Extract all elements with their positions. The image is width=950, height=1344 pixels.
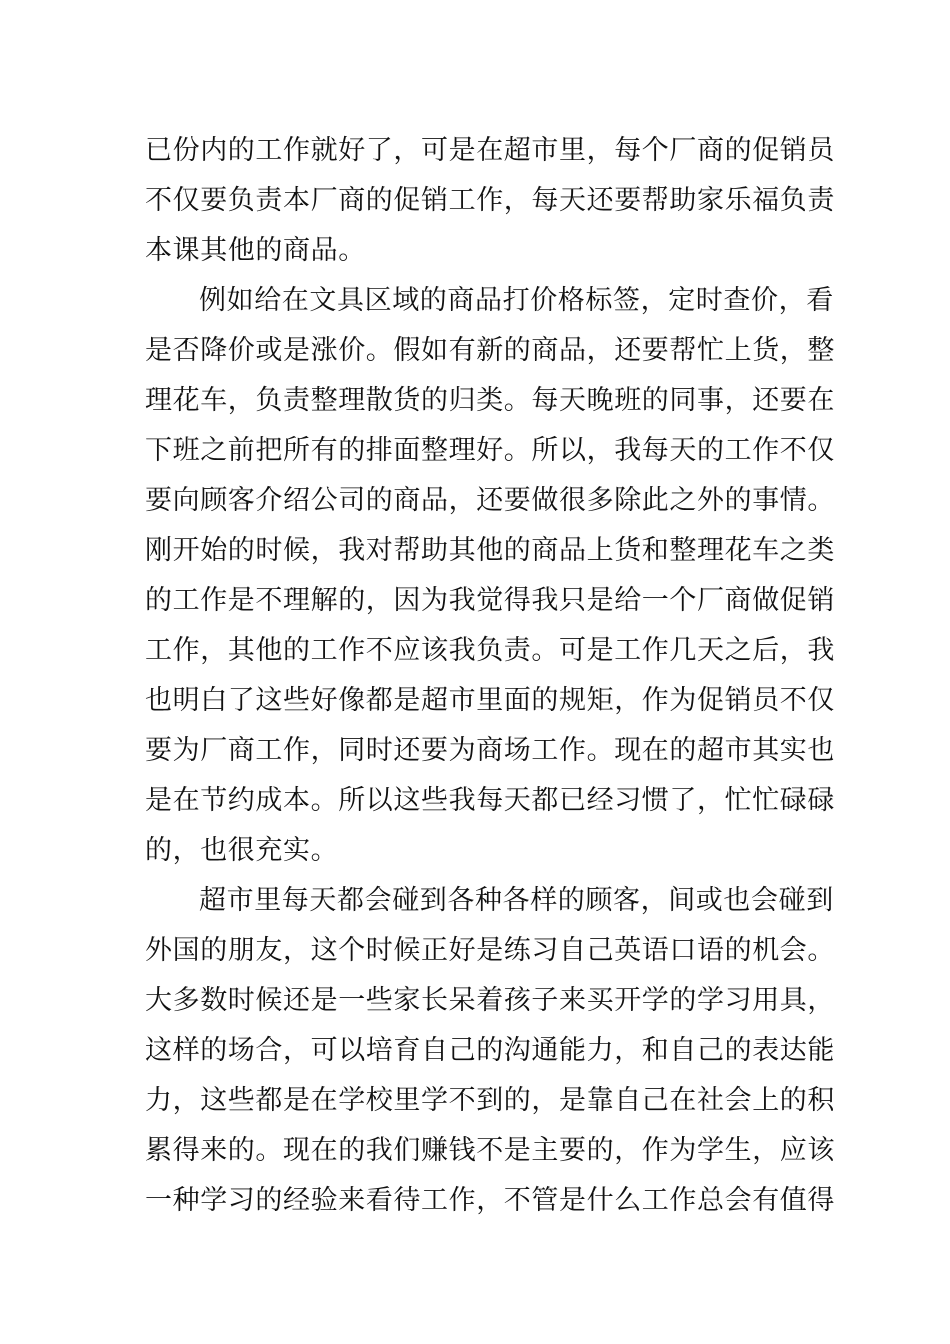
text-line: 已份内的工作就好了，可是在超市里，每个厂商的促销员 (145, 135, 835, 166)
text-line: 外国的朋友，这个时候正好是练习自己英语口语的机会。 (145, 935, 835, 966)
text-line: 本课其他的商品。 (145, 235, 366, 266)
text-line: 刚开始的时候，我对帮助其他的商品上货和整理花车之类 (145, 535, 835, 566)
text-line: 工作，其他的工作不应该我负责。可是工作几天之后，我 (145, 635, 835, 666)
text-line: 也明白了这些好像都是超市里面的规矩，作为促销员不仅 (145, 685, 835, 716)
text-line: 理花车，负责整理散货的归类。每天晚班的同事，还要在 (145, 385, 835, 416)
text-line: 累得来的。现在的我们赚钱不是主要的，作为学生，应该 (145, 1135, 835, 1166)
text-line: 要为厂商工作，同时还要为商场工作。现在的超市其实也 (145, 735, 835, 766)
text-line: 下班之前把所有的排面整理好。所以，我每天的工作不仅 (145, 435, 835, 466)
text-line: 这样的场合，可以培育自己的沟通能力，和自己的表达能 (145, 1035, 835, 1066)
paragraph-start-line: 例如给在文具区域的商品打价格标签，定时查价，看 (199, 285, 834, 316)
body-text (145, 126, 835, 1226)
text-line: 是在节约成本。所以这些我每天都已经习惯了，忙忙碌碌 (145, 785, 835, 816)
text-line: 力，这些都是在学校里学不到的，是靠自己在社会上的积 (145, 1085, 835, 1116)
paragraph-start-line: 超市里每天都会碰到各种各样的顾客，间或也会碰到 (199, 885, 834, 916)
text-line: 要向顾客介绍公司的商品，还要做很多除此之外的事情。 (145, 485, 835, 516)
text-line: 的工作是不理解的，因为我觉得我只是给一个厂商做促销 (145, 585, 835, 616)
text-line: 是否降价或是涨价。假如有新的商品，还要帮忙上货，整 (145, 335, 835, 366)
text-line: 不仅要负责本厂商的促销工作，每天还要帮助家乐福负责 (145, 185, 835, 216)
text-line: 的，也很充实。 (145, 835, 339, 866)
text-line: 一种学习的经验来看待工作，不管是什么工作总会有值得 (145, 1185, 835, 1216)
text-line: 大多数时候还是一些家长呆着孩子来买开学的学习用具， (145, 985, 835, 1016)
